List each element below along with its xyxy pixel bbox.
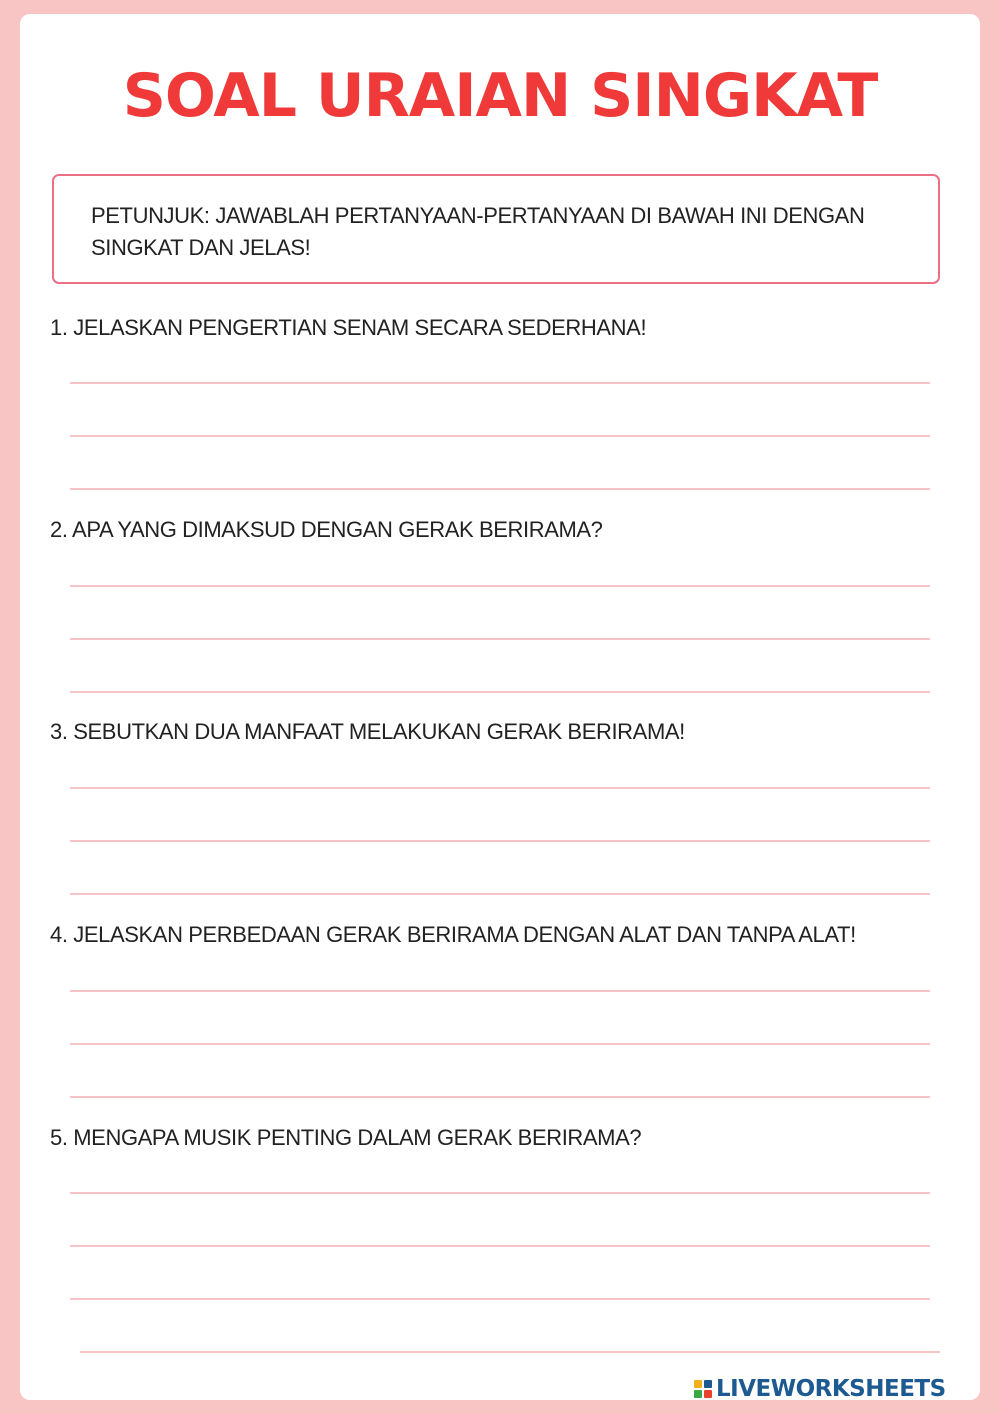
answer-line-2-3[interactable] (70, 691, 930, 693)
logo-text: LIVEWORKSHEETS (716, 1375, 946, 1402)
answer-line-1-1[interactable] (70, 382, 930, 384)
answer-line-1-2[interactable] (70, 435, 930, 437)
answer-line-5-3[interactable] (70, 1298, 930, 1300)
answer-line-4-1[interactable] (70, 990, 930, 992)
question-2: 2. APA YANG DIMAKSUD DENGAN GERAK BERIRAMA? (50, 517, 603, 542)
answer-line-4-3[interactable] (70, 1096, 930, 1098)
question-3: 3. SEBUTKAN DUA MANFAAT MELAKUKAN GERAK BERIRAMA! (50, 719, 685, 744)
instruction-text: PETUNJUK: JAWABLAH PERTANYAAN-PERTANYAAN DI BAWAH INI DENGAN SINGKAT DAN JELAS! (91, 203, 865, 260)
liveworksheets-logo-icon (694, 1380, 712, 1398)
answer-line-3-1[interactable] (70, 787, 930, 789)
answer-line-5-1[interactable] (70, 1192, 930, 1194)
answer-line-3-2[interactable] (70, 840, 930, 842)
answer-line-2-2[interactable] (70, 638, 930, 640)
instruction-box (52, 174, 940, 284)
question-5: 5. MENGAPA MUSIK PENTING DALAM GERAK BERIRAMA? (50, 1125, 642, 1150)
answer-line-4-2[interactable] (70, 1043, 930, 1045)
worksheet-title: SOAL URAIAN SINGKAT (122, 61, 878, 131)
answer-line-5-4[interactable] (80, 1351, 940, 1353)
answer-line-5-2[interactable] (70, 1245, 930, 1247)
answer-line-3-3[interactable] (70, 893, 930, 895)
answer-line-2-1[interactable] (70, 585, 930, 587)
answer-line-1-3[interactable] (70, 488, 930, 490)
question-1: 1. JELASKAN PENGERTIAN SENAM SECARA SEDERHANA! (50, 315, 647, 340)
question-4: 4. JELASKAN PERBEDAAN GERAK BERIRAMA DENGAN ALAT DAN TANPA ALAT! (50, 922, 856, 947)
liveworksheets-logo[interactable] (694, 1376, 946, 1402)
